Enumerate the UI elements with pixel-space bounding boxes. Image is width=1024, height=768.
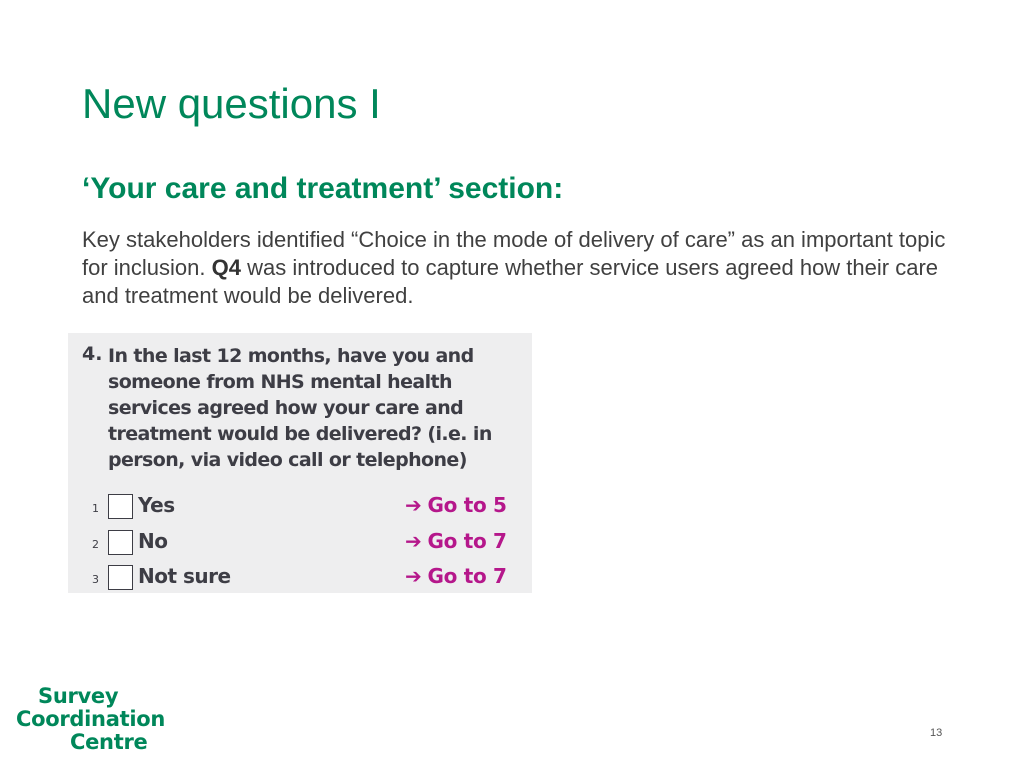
option-code: 1 — [92, 502, 99, 515]
body-text-part2: was introduced to capture whether service users agreed how their care and treatment would be delivered. — [82, 255, 939, 308]
survey-coordination-centre-logo — [16, 685, 176, 755]
option-route-text: Go to 7 — [427, 529, 507, 553]
question-text-bold: NHS mental health services — [108, 371, 452, 419]
question-text-part2: agreed how your care and treatment would be delivered? (i.e. in person, via video call or telephone) — [108, 397, 492, 471]
slide-title: New questions I — [82, 80, 381, 127]
answer-option-not-sure — [90, 564, 520, 592]
body-text-bold: Q4 — [211, 255, 241, 280]
section-heading: ‘Your care and treatment’ section: — [82, 172, 564, 205]
arrow-right-icon: ➔ — [405, 564, 422, 588]
question-text-part1: In the last 12 months, have you and someone from — [108, 345, 474, 393]
answer-option-yes — [90, 493, 520, 521]
option-checkbox[interactable] — [108, 565, 133, 590]
option-route-text: Go to 7 — [427, 564, 507, 588]
option-label: No — [138, 529, 168, 553]
option-route — [405, 493, 507, 517]
logo-line-survey: Survey — [38, 684, 119, 708]
body-paragraph — [82, 226, 962, 310]
option-code: 2 — [92, 538, 99, 551]
option-route — [405, 564, 507, 588]
question-number: 4. — [82, 343, 103, 365]
logo-line-coordination: Coordination — [16, 707, 165, 731]
option-checkbox[interactable] — [108, 530, 133, 555]
option-route-text: Go to 5 — [427, 493, 507, 517]
option-checkbox[interactable] — [108, 494, 133, 519]
page-number: 13 — [930, 727, 943, 739]
body-text-part1: Key stakeholders identified “Choice in the mode of delivery of care” as an important topic for inclusion. — [82, 227, 946, 280]
arrow-right-icon: ➔ — [405, 529, 422, 553]
question-text — [108, 343, 518, 473]
option-label: Not sure — [138, 564, 231, 588]
option-route — [405, 529, 507, 553]
option-label: Yes — [138, 493, 175, 517]
arrow-right-icon: ➔ — [405, 493, 422, 517]
option-code: 3 — [92, 573, 99, 586]
answer-option-no — [90, 529, 520, 557]
logo-line-centre: Centre — [70, 730, 148, 754]
question-card — [68, 333, 532, 593]
